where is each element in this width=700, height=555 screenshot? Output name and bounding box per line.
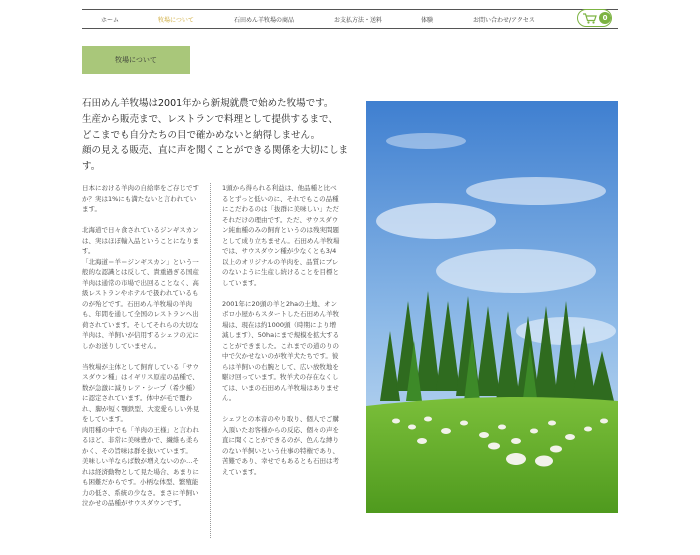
lead-line: どこまでも自分たちの目で確かめないと納得しません。 — [82, 129, 321, 141]
lead-line: 生産から販売まで、レストランで料理として提供するまで、 — [82, 113, 338, 125]
paragraph: 当牧場が主体として飼育している「サウスダウン種」はイギリス原産の品種で、数が急激に減りレア・シープ（希少種）に認定されています。体中が毛で覆われ、脚が短く顎鉄型、大変愛らしい外見をしています。 — [82, 362, 200, 423]
paragraph: 2001年に20頭の羊と2haの土地、オンボロ小屋からスタートした石田めん羊牧場は、現在は約1000頭（時期により増減します）、50haにまで規模を拡大することができました。これまでの道のりの中で欠かせないのが牧羊犬たちです。彼らは羊飼いの右腕として、広い放牧地を駆け回っています。牧羊犬の存在なくしては、いまの石田めん羊牧場はありません。 — [222, 299, 340, 402]
lead-text — [82, 96, 360, 175]
body-column-right — [222, 183, 342, 488]
main-nav — [82, 9, 618, 29]
lead-line: 石田めん羊牧場は2001年から新規就農で始めた牧場です。 — [82, 98, 334, 109]
column-divider — [210, 183, 211, 538]
nav-payment-shipping[interactable]: お支払方法・送料 — [334, 17, 383, 24]
paragraph: シェフとの本音のやり取り、個人でご購入頂いたお客様からの反応、個々の声を直に聞くことができるのが、色んな縛りのない羊飼いという仕事の特権であり、苦難であり、幸せでもあるとも石田は考えています。 — [222, 415, 339, 476]
nav-products[interactable]: 石田めん羊牧場の商品 — [234, 17, 295, 24]
paragraph: 美味しい羊ならば数が増えないのか…それは経済動物として見た場合、あまりにも困難だからです。小柄な体型、繁殖能力の低さ、系統の少なさ。まさに羊飼い泣かせの品種がサウスダウンです。 — [82, 457, 199, 507]
cart-count-badge: 0 — [599, 12, 611, 24]
lead-line: 顔の見える販売、直に声を聞くことができる関係を大切にします。 — [82, 145, 349, 173]
nav-about[interactable]: 牧場について — [158, 17, 194, 24]
body-column-left — [82, 183, 202, 519]
cart-button[interactable] — [577, 9, 612, 27]
cart-icon — [583, 13, 597, 24]
paragraph: 「北海道＝羊＝ジンギスカン」という一般的な認識とは反して、貴重過ぎる国産羊肉は通常の市場で出回ることなく、高級レストランやホテルで扱われているものが殆どです。石田めん羊牧場の羊肉も、年間を通して全国のレストランへ出荷されています。そしてそれらの大切な羊肉は、羊飼いが信用するシェフの元にしかお送りしていません。 — [82, 257, 199, 350]
sheep-pasture-photo — [366, 101, 618, 513]
about-section-button[interactable]: 牧場について — [82, 46, 190, 74]
paragraph: 1頭から得られる利益は、他品種と比べるとずっと低いのに、それでもこの品種にこだわるのは「抜群に美味しい」ただそれだけの理由です。ただ、サウスダウン純血種のみの飼育というのは残実問題として成り立ちません。石田めん羊牧場では、サウスダウン種が少なくとも3/4以上のオリジナルの羊肉を、品質にブレのないように生産し続けることを目標としています。 — [222, 184, 340, 287]
paragraph: 北海道で日々食されているジンギスカンは、実はほぼ輸入品ということになります。 — [82, 226, 199, 255]
nav-contact-access[interactable]: お問い合わせ/アクセス — [473, 17, 535, 24]
nav-experience[interactable]: 体験 — [421, 17, 434, 24]
paragraph: 日本における羊肉の自給率をご存じですか？実は1%にも満たないと言われています。 — [82, 184, 199, 213]
paragraph: 肉用種の中でも「羊肉の王様」と言われるほど、非常に美味豊かで、繊維も柔らかく、その旨味は群を抜いています。 — [82, 425, 199, 455]
nav-home[interactable]: ホーム — [101, 17, 120, 24]
